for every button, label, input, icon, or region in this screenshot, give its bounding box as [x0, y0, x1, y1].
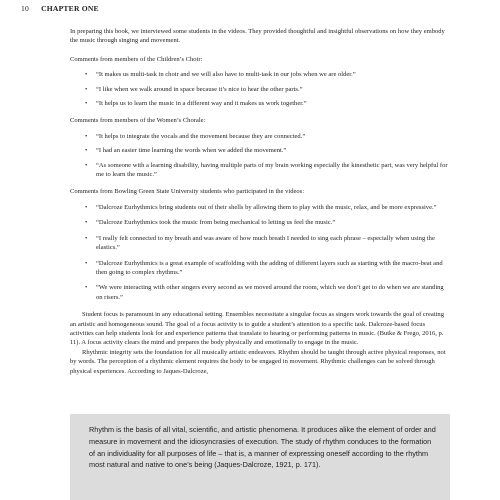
body-paragraph: Rhythmic integrity sets the foundation for all musically artistic endeavors. Rhythm should be taught through active physical responses, not by words. The perception of a rhythmic element requires the body to be engaged in movement. Rhythmic challenges can be solved through physical experiences. According to Jaques-Dalcroze, [70, 348, 446, 375]
chapter-title: CHAPTER ONE [41, 4, 99, 13]
quote-text: Rhythm is the basis of all vital, scientific, and artistic phenomena. It produces alike the element of order and measure in movement and the idiosyncrasies of execution. The study of rhythm conduces to the formation of an individuality for all purposes of life – that is, a manner of expressing oneself according to the rhythm most natural and native to one’s being (Jaques-Dalcroze, 1921, p. 171). [89, 425, 436, 470]
children-choir-comments [70, 70, 448, 108]
bgsu-label: Comments from Bowling Green State University students who participated in the videos: [70, 188, 305, 196]
list-item: • “It makes us multi-task in choir and we will also have to multi-task in our jobs when we are older.” [96, 70, 448, 79]
list-item: • “I really felt connected to my breath and was aware of how much breath I needed to sing each phrase – especially when using the elastics.” [96, 234, 448, 253]
children-choir-label: Comments from members of the Children’s Choir: [70, 55, 203, 63]
body-text [70, 310, 448, 376]
list-item: • “I had an easier time learning the words when we added the movement.” [96, 146, 448, 155]
list-item: • “It helps us to learn the music in a different way and it makes us work together.” [96, 99, 448, 108]
page-number: 10 [21, 4, 29, 13]
list-item: • “It helps to integrate the vocals and the movement because they are connected.” [96, 132, 448, 141]
running-header [21, 4, 99, 13]
page-body [70, 27, 448, 376]
womens-chorale-label: Comments from members of the Women’s Chorale: [70, 117, 206, 125]
body-paragraph: Student focus is paramount in any educational setting. Ensembles necessitate a singular focus as singers work towards the goal of creating an artistic and homogeneous sound. The goal of a focus activity is to guide a student’s attention to a specific task. Dalcroze-based focus activities can help students look for and experience patterns that translate to hearing or performing patterns in music. (Butke & Frego, 2016, p. 11). A focus activity clears the mind and prepares the body physically and emotionally to engage in the music. [70, 311, 444, 347]
list-item: • “I like when we walk around in space because it’s nice to hear the other parts.” [96, 85, 448, 94]
womens-chorale-comments [70, 132, 448, 180]
block-quote [70, 414, 450, 500]
bgsu-comments [70, 203, 448, 302]
list-item: • “Dalcroze Eurhythmics bring students out of their shells by allowing them to play with the music, relax, and be more expressive.” [96, 203, 448, 212]
list-item: • “Dalcroze Eurhythmics took the music from being mechanical to letting us feel the music.” [96, 218, 448, 227]
list-item: • “As someone with a learning disability, having multiple parts of my brain working especially the kinesthetic part, was very helpful for me to learn the music.” [96, 161, 448, 180]
intro-paragraph: In preparing this book, we interviewed some students in the videos. They provided thoughtful and insightful observations on how they embody the music through singing and movement. [70, 28, 445, 45]
list-item: • “Dalcroze Eurhythmics is a great example of scaffolding with the adding of different layers such as starting with the macro-beat and then going to complex rhythms.” [96, 259, 448, 278]
list-item: • “We were interacting with other singers every second as we moved around the room, which we don’t get to do when we are standing on risers.” [96, 283, 448, 302]
